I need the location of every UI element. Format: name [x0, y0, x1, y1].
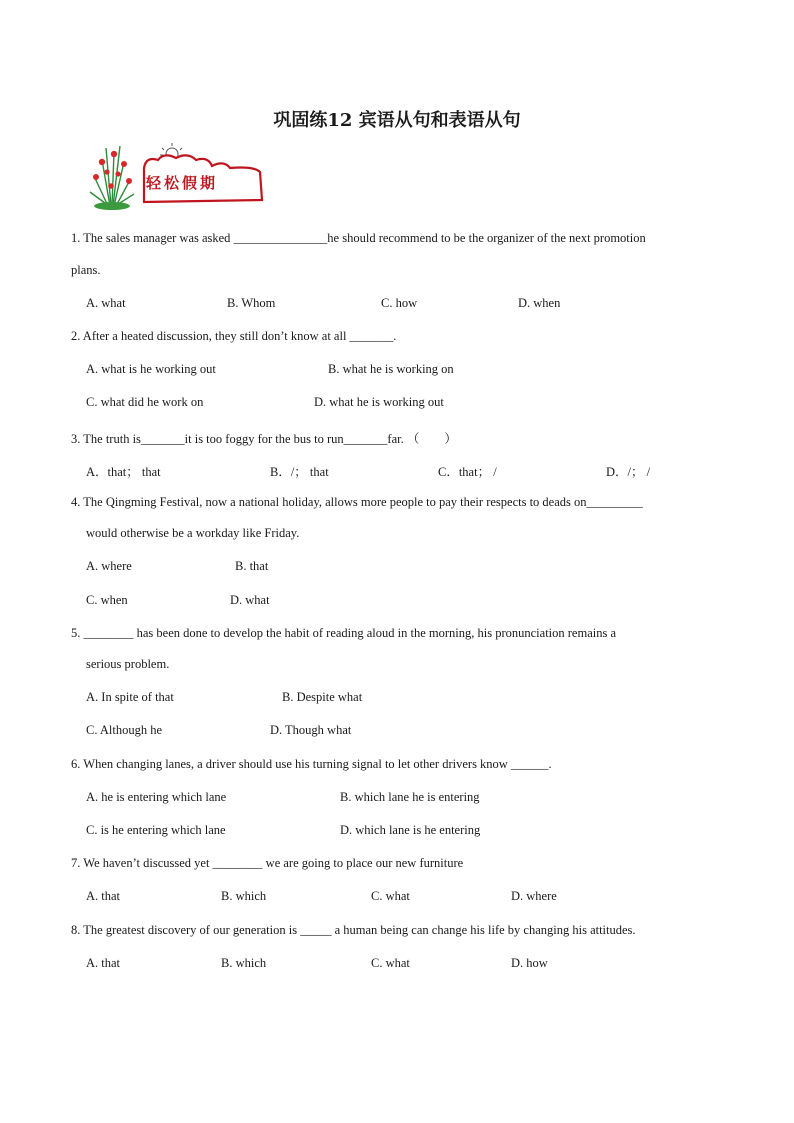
- question-2-stem: 2. After a heated discussion, they still don’t know at all _______.: [71, 329, 397, 343]
- question-1-stem-cont: plans.: [71, 263, 101, 277]
- question-6-option-a: A. he is entering which lane: [86, 790, 227, 804]
- question-5-option-b: B. Despite what: [282, 690, 363, 704]
- question-5-option-a: A. In spite of that: [86, 690, 174, 704]
- question-3-option-b: B．/； that: [270, 465, 329, 479]
- logo-text: 轻松假期: [146, 174, 219, 192]
- question-2-option-c: C. what did he work on: [86, 395, 204, 409]
- question-1-option-c: C. how: [381, 296, 418, 310]
- question-2-option-b: B. what he is working on: [328, 362, 454, 376]
- question-1-stem: 1. The sales manager was asked _______________he should recommend to be the organizer of the next promotion: [71, 231, 646, 245]
- question-5-option-c: C. Although he: [86, 723, 163, 737]
- question-7-option-b: B. which: [221, 889, 267, 903]
- question-8-option-a: A. that: [86, 956, 121, 970]
- question-4-option-d: D. what: [230, 593, 270, 607]
- question-6-option-b: B. which lane he is entering: [340, 790, 480, 804]
- question-7-option-d: D. where: [511, 889, 557, 903]
- holiday-logo: [84, 142, 270, 212]
- question-8-option-d: D. how: [511, 956, 548, 970]
- question-6-option-d: D. which lane is he entering: [340, 823, 481, 837]
- question-5-stem: 5. ________ has been done to develop the habit of reading aloud in the morning, his pronunciation remains a: [71, 626, 617, 640]
- question-3-option-a: A．that； that: [86, 465, 161, 479]
- question-5-option-d: D. Though what: [270, 723, 352, 737]
- question-4-stem-cont: would otherwise be a workday like Friday.: [86, 526, 300, 540]
- question-1-option-b: B. Whom: [227, 296, 276, 310]
- question-7-option-c: C. what: [371, 889, 410, 903]
- question-6-stem: 6. When changing lanes, a driver should use his turning signal to let other drivers know ______.: [71, 757, 552, 771]
- question-3-option-d: D．/； /: [606, 465, 651, 479]
- question-8-option-c: C. what: [371, 956, 410, 970]
- question-4-option-a: A. where: [86, 559, 132, 573]
- question-3-option-c: C．that； /: [438, 465, 497, 479]
- question-4-option-b: B. that: [235, 559, 269, 573]
- question-2-option-a: A. what is he working out: [86, 362, 216, 376]
- question-8-stem: 8. The greatest discovery of our generation is _____ a human being can change his life by changing his attitudes.: [71, 923, 636, 937]
- question-7-stem: 7. We haven’t discussed yet ________ we are going to place our new furniture: [71, 856, 464, 870]
- question-6-option-c: C. is he entering which lane: [86, 823, 226, 837]
- question-1-option-a: A. what: [86, 296, 126, 310]
- question-7-option-a: A. that: [86, 889, 121, 903]
- question-4-option-c: C. when: [86, 593, 128, 607]
- page-title: 巩固练12 宾语从句和表语从句: [273, 110, 521, 131]
- question-2-option-d: D. what he is working out: [314, 395, 444, 409]
- question-5-stem-cont: serious problem.: [86, 657, 170, 671]
- question-4-stem: 4. The Qingming Festival, now a national holiday, allows more people to pay their respects to deads on_________: [71, 495, 643, 509]
- question-3-stem: 3. The truth is_______it is too foggy for the bus to run_______far. （ ）: [71, 432, 457, 446]
- question-8-option-b: B. which: [221, 956, 267, 970]
- question-1-option-d: D. when: [518, 296, 561, 310]
